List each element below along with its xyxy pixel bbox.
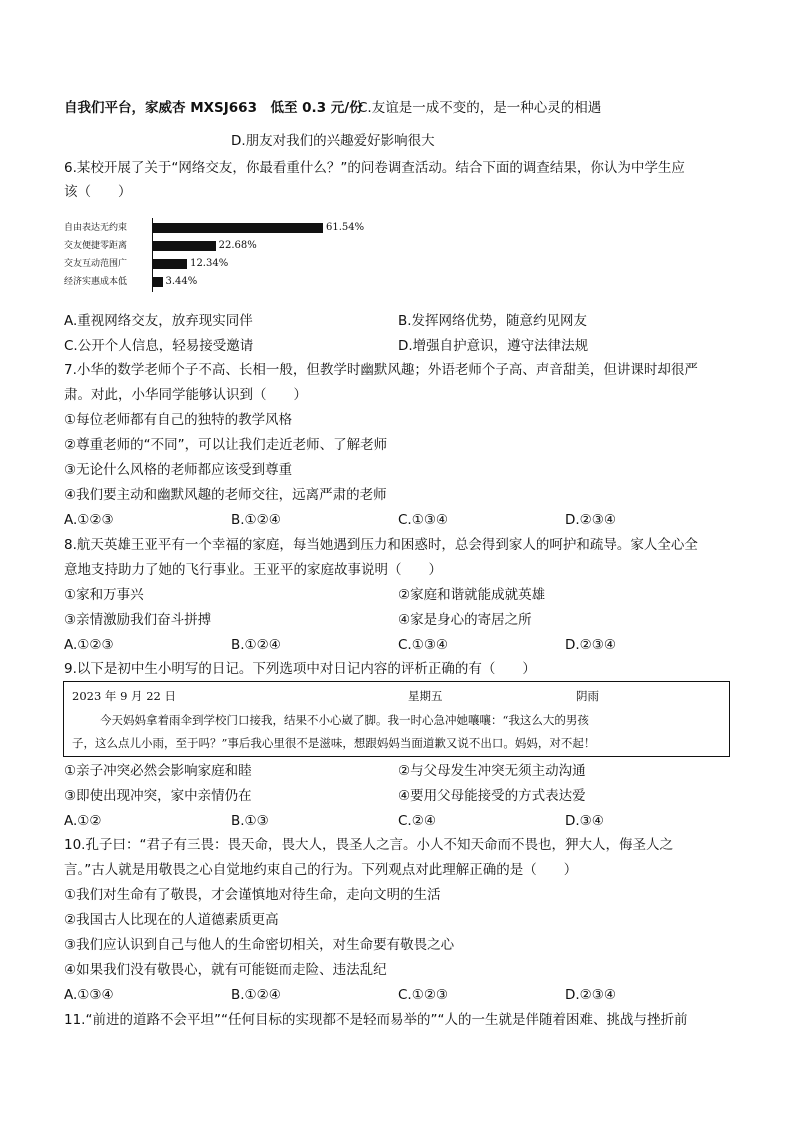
q10-stem-line-1: 10.孔子曰：“君子有三畏：畏天命，畏大人，畏圣人之言。小人不知天命而不畏也，狎大人，侮圣人之 [64, 837, 673, 853]
q5-option-d: D.朋友对我们的兴趣爱好影响很大 [231, 133, 435, 149]
q6-option-c: C.公开个人信息，轻易接受邀请 [64, 338, 254, 354]
q10-option-c: C.①②③ [398, 987, 449, 1003]
q7-stem-line-2: 肃。对此，小华同学能够认识到（ ） [64, 387, 307, 403]
chart-category-label: 交友互动范围广 [64, 259, 128, 269]
q10-item-3: ③我们应认识到自己与他人的生命密切相关，对生命要有敬畏之心 [64, 937, 455, 953]
q8-option-b: B.①②④ [231, 637, 281, 653]
chart-category-label: 经济实惠成本低 [64, 277, 128, 287]
chart-bar [153, 277, 163, 287]
q7-stem-line-1: 7.小华的数学老师个子不高、长相一般，但教学时幽默风趣；外语老师个子高、声音甜美，但讲课时却很严 [64, 362, 698, 378]
q6-option-b: B.发挥网络优势，随意约见网友 [398, 313, 588, 329]
q9-option-b: B.①③ [231, 813, 269, 829]
q7-option-c: C.①③④ [398, 512, 449, 528]
promo-text: 自我们平台，家威杏 MXSJ663 低至 0.3 元/份 [64, 100, 363, 116]
diary-weather: 阴雨 [576, 689, 599, 703]
q8-item-3: ③亲情激励我们奋斗拼搏 [64, 612, 212, 628]
chart-value-label: 22.68% [218, 240, 257, 251]
q11-stem-line-1: 11.“前进的道路不会平坦”“任何目标的实现都不是轻而易举的”“人的一生就是伴随着困难、挑战与挫折前 [64, 1012, 688, 1028]
q8-item-2: ②家庭和谐就能成就英雄 [398, 587, 546, 603]
q7-option-d: D.②③④ [565, 512, 616, 528]
chart-row [64, 274, 324, 290]
chart-value-label: 3.44% [165, 276, 198, 287]
q6-stem-line-1: 6.某校开展了关于“网络交友，你最看重什么？”的问卷调查活动。结合下面的调查结果，你认为中学生应 [64, 160, 685, 176]
chart-category-label: 交友便捷零距离 [64, 241, 128, 251]
q7-item-4: ④我们要主动和幽默风趣的老师交往，远离严肃的老师 [64, 487, 387, 503]
q8-item-1: ①家和万事兴 [64, 587, 144, 603]
q8-stem-line-2: 意地支持助力了她的飞行事业。王亚平的家庭故事说明（ ） [64, 562, 442, 578]
diary-box [63, 681, 730, 757]
q8-stem-line-1: 8.航天英雄王亚平有一个幸福的家庭，每当她遇到压力和困惑时，总会得到家人的呵护和疏导。家人全心全 [64, 537, 698, 553]
survey-bar-chart [64, 218, 365, 292]
chart-row [64, 256, 324, 272]
q6-stem-line-2: 该（ ） [64, 184, 132, 200]
q10-stem-line-2: 言。”古人就是用敬畏之心自觉地约束自己的行为。下列观点对此理解正确的是（ ） [64, 862, 578, 878]
q5-option-c: C.友谊是一成不变的，是一种心灵的相遇 [358, 100, 602, 116]
q9-item-2: ②与父母发生冲突无须主动沟通 [398, 763, 586, 779]
chart-value-label: 12.34% [190, 258, 229, 269]
chart-bar [153, 259, 187, 269]
q10-item-2: ②我国古人比现在的人道德素质更高 [64, 912, 279, 928]
q8-item-4: ④家是身心的寄居之所 [398, 612, 532, 628]
q9-option-d: D.③④ [565, 813, 604, 829]
q10-option-b: B.①②④ [231, 987, 281, 1003]
chart-value-label: 61.54% [326, 222, 365, 233]
chart-row [64, 238, 324, 254]
q9-option-a: A.①② [64, 813, 102, 829]
diary-line-2: 子，这么点儿小雨，至于吗？”事后我心里很不是滋味，想跟妈妈当面道歉又说不出口。妈妈，对不起！ [72, 736, 596, 750]
q8-option-a: A.①②③ [64, 637, 114, 653]
q6-option-a: A.重视网络交友，放弃现实同伴 [64, 313, 253, 329]
q7-option-a: A.①②③ [64, 512, 114, 528]
chart-category-label: 自由表达无约束 [64, 223, 128, 233]
q7-item-2: ②尊重老师的“不同”，可以让我们走近老师、了解老师 [64, 437, 388, 453]
q9-item-3: ③即使出现冲突，家中亲情仍在 [64, 788, 252, 804]
q10-option-d: D.②③④ [565, 987, 616, 1003]
diary-weekday: 星期五 [408, 689, 443, 703]
diary-date: 2023 年 9 月 22 日 [72, 689, 176, 703]
q8-option-c: C.①③④ [398, 637, 449, 653]
chart-row [64, 220, 365, 236]
q7-item-3: ③无论什么风格的老师都应该受到尊重 [64, 462, 293, 478]
diary-line-1: 今天妈妈拿着雨伞到学校门口接我，结果不小心崴了脚。我一时心急冲她嚷嚷：“我这么大的男孩 [100, 713, 589, 727]
q7-item-1: ①每位老师都有自己的独特的教学风格 [64, 412, 293, 428]
chart-bar [153, 223, 323, 233]
q9-stem: 9.以下是初中生小明写的日记。下列选项中对日记内容的评析正确的有（ ） [64, 661, 536, 677]
q10-item-1: ①我们对生命有了敬畏，才会谨慎地对待生命，走向文明的生活 [64, 887, 441, 903]
q8-option-d: D.②③④ [565, 637, 616, 653]
q9-item-4: ④要用父母能接受的方式表达爱 [398, 788, 586, 804]
q10-item-4: ④如果我们没有敬畏心，就有可能铤而走险、违法乱纪 [64, 962, 387, 978]
chart-bar [153, 241, 216, 251]
q6-option-d: D.增强自护意识，遵守法律法规 [398, 338, 589, 354]
q7-option-b: B.①②④ [231, 512, 281, 528]
q9-option-c: C.②④ [398, 813, 436, 829]
q9-item-1: ①亲子冲突必然会影响家庭和睦 [64, 763, 252, 779]
q10-option-a: A.①③④ [64, 987, 114, 1003]
